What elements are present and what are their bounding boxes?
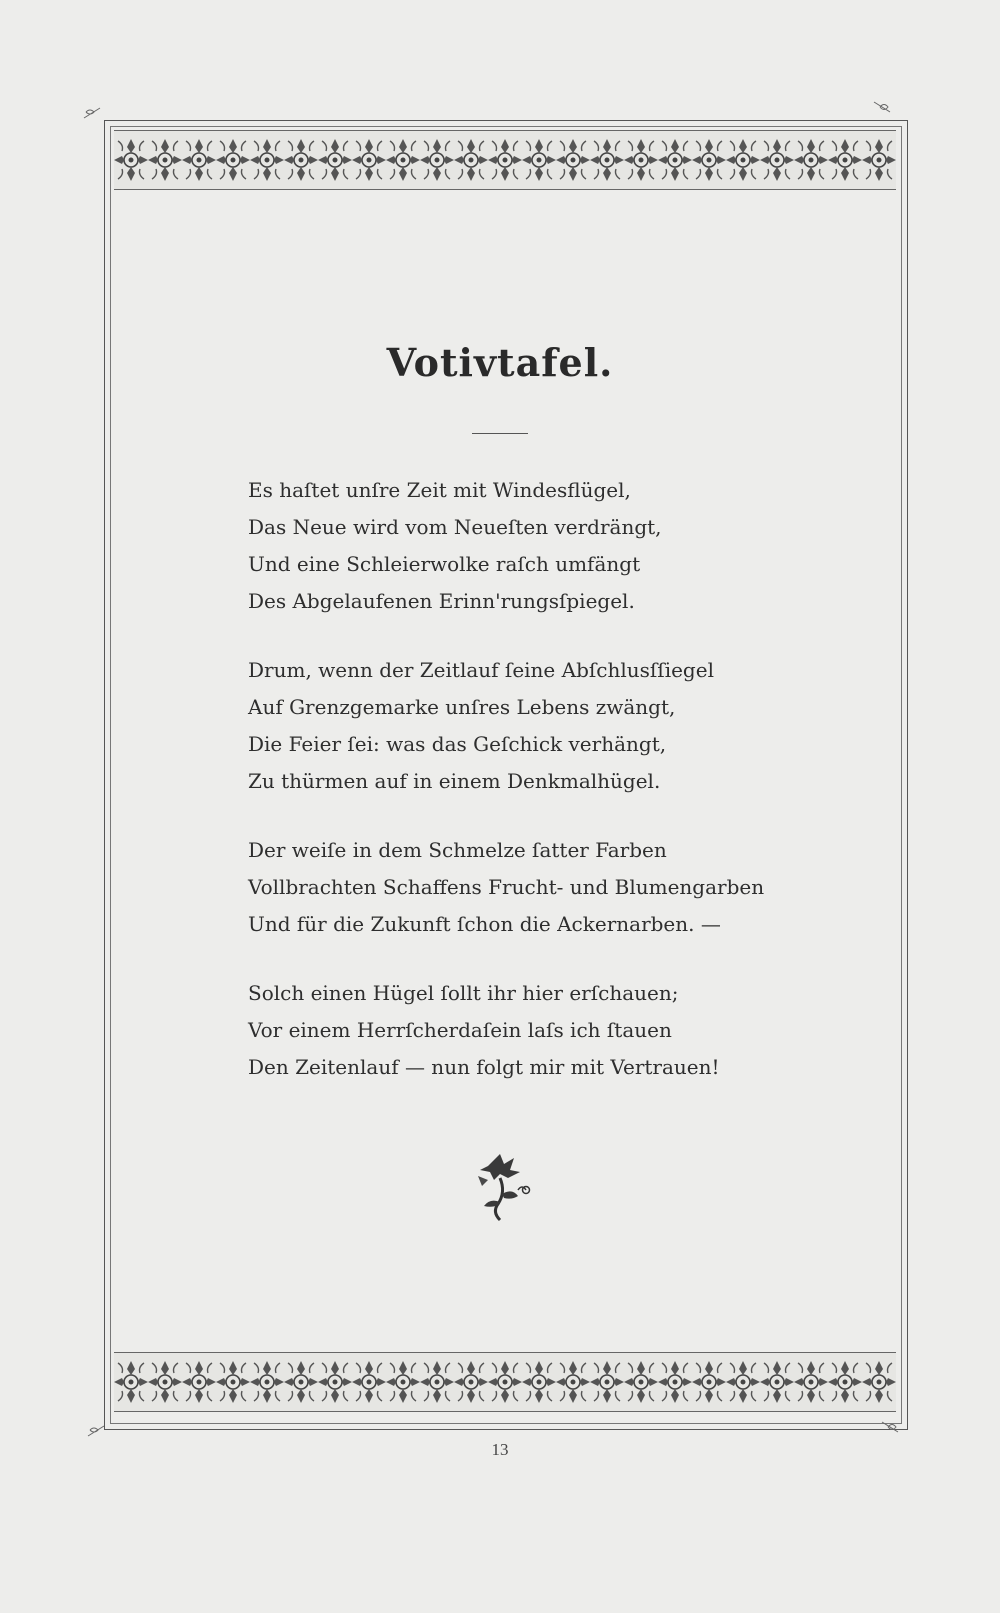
poem-line: Und für die Zukunft ſchon die Ackernarben. — <box>248 912 721 936</box>
poem-line: Und eine Schleierwolke raſch umfängt <box>248 552 641 576</box>
page-number: 13 <box>491 1440 509 1459</box>
floral-border-band-top <box>114 130 896 190</box>
poem-line: Zu thürmen auf in einem Denkmalhügel. <box>248 769 661 793</box>
floral-tailpiece-icon <box>470 1150 540 1230</box>
corner-ornament-icon <box>82 106 102 120</box>
stanza <box>248 652 808 800</box>
poem-line: Die Feier ſei: was das Geſchick verhängt, <box>248 732 667 756</box>
title-divider <box>472 433 528 434</box>
corner-ornament-icon <box>872 100 892 114</box>
poem-line: Drum, wenn der Zeitlauf ſeine Abſchlusſſiegel <box>248 658 714 682</box>
page-title: Votivtafel. <box>386 340 614 385</box>
poem-line: Das Neue wird vom Neueſten verdrängt, <box>248 515 662 539</box>
floral-border-band-bottom <box>114 1352 896 1412</box>
stanza <box>248 472 808 620</box>
poem-line: Vollbrachten Schaffens Frucht- und Blumengarben <box>248 875 765 899</box>
corner-ornament-icon <box>880 1420 900 1434</box>
poem-line: Den Zeitenlauf — nun folgt mir mit Vertrauen! <box>248 1055 720 1079</box>
stanza <box>248 832 808 943</box>
poem-line: Des Abgelaufenen Erinn'rungsſpiegel. <box>248 589 635 613</box>
corner-ornament-icon <box>86 1424 106 1438</box>
poem-line: Der weiſe in dem Schmelze ſatter Farben <box>248 838 667 862</box>
stanza <box>248 975 808 1086</box>
poem-line: Vor einem Herrſcherdaſein laſs ich ſtauen <box>248 1018 672 1042</box>
poem-line: Solch einen Hügel ſollt ihr hier erſchauen; <box>248 981 679 1005</box>
poem-line: Es haſtet unſre Zeit mit Windesflügel, <box>248 478 631 502</box>
poem <box>248 472 808 1118</box>
poem-line: Auf Grenzgemarke unſres Lebens zwängt, <box>248 695 676 719</box>
